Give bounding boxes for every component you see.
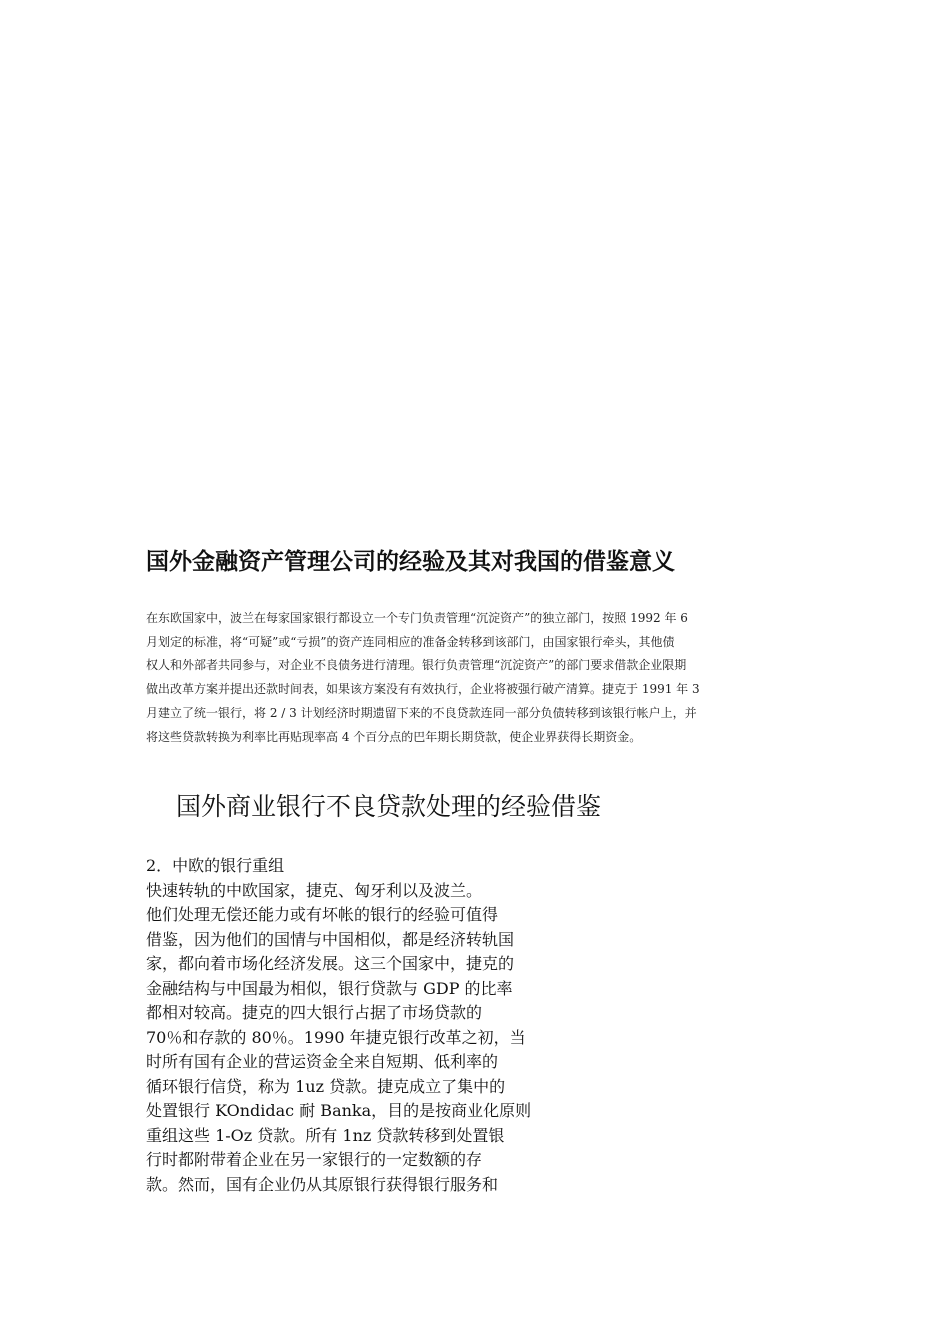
intro-line: 做出改革方案并提出还款时间表，如果该方案没有有效执行，企业将被强行破产清算。捷克于 1991 年 3 xyxy=(146,682,700,697)
section-line: 循环银行信贷，称为 1uz 贷款。捷克成立了集中的 xyxy=(146,1076,506,1096)
intro-line: 月建立了统一银行，将 2 / 3 计划经济时期遗留下来的不良贷款连同一部分负债转移到该银行帐户上，并 xyxy=(146,705,697,720)
section-body xyxy=(146,854,606,1197)
section-line: 都相对较高。捷克的四大银行占据了市场贷款的 xyxy=(146,1003,483,1022)
section-line: 金融结构与中国最为相似，银行贷款与 GDP 的比率 xyxy=(146,978,513,998)
section-title: 国外商业银行不良贷款处理的经验借鉴 xyxy=(176,792,602,821)
intro-line: 权人和外部者共同参与，对企业不良债务进行清理。银行负责管理“沉淀资产”的部门要求借款企业限期 xyxy=(146,658,687,673)
intro-line: 在东欧国家中，波兰在每家国家银行都设立一个专门负责管理“沉淀资产”的独立部门，按照 1992 年 6 xyxy=(146,611,688,625)
section-line: 家，都向着市场化经济发展。这三个国家中，捷克的 xyxy=(146,954,515,973)
section-line: 借鉴，因为他们的国情与中国相似，都是经济转轨国 xyxy=(146,929,515,949)
section-line: 时所有国有企业的营运资金全来自短期、低利率的 xyxy=(146,1052,499,1071)
intro-line: 将这些贷款转换为利率比再贴现率高 4 个百分点的巴年期长期贷款，使企业界获得长期资金。 xyxy=(146,729,642,744)
section-line: 快速转轨的中欧国家，捷克、匈牙利以及波兰。 xyxy=(146,880,483,900)
section-line: 行时都附带着企业在另一家银行的一定数额的存 xyxy=(146,1150,483,1169)
section-heading: 2．中欧的银行重组 xyxy=(146,856,285,875)
intro-paragraph xyxy=(146,607,806,749)
section-line: 处置银行 KOndidac 耐 Banka，目的是按商业化原则 xyxy=(146,1101,532,1120)
document-title: 国外金融资产管理公司的经验及其对我国的借鉴意义 xyxy=(146,549,675,575)
section-line: 款。然而，国有企业仍从其原银行获得银行服务和 xyxy=(146,1174,499,1194)
section-line: 他们处理无偿还能力或有坏帐的银行的经验可值得 xyxy=(146,905,499,924)
section-line: 重组这些 1-Oz 贷款。所有 1nz 贷款转移到处置银 xyxy=(146,1125,505,1145)
section-line: 70％和存款的 80％。1990 年捷克银行改革之初，当 xyxy=(146,1027,526,1047)
intro-line: 月划定的标准，将“可疑”或“亏损”的资产连同相应的准备金转移到该部门，由国家银行牵头，其他债 xyxy=(146,634,675,649)
